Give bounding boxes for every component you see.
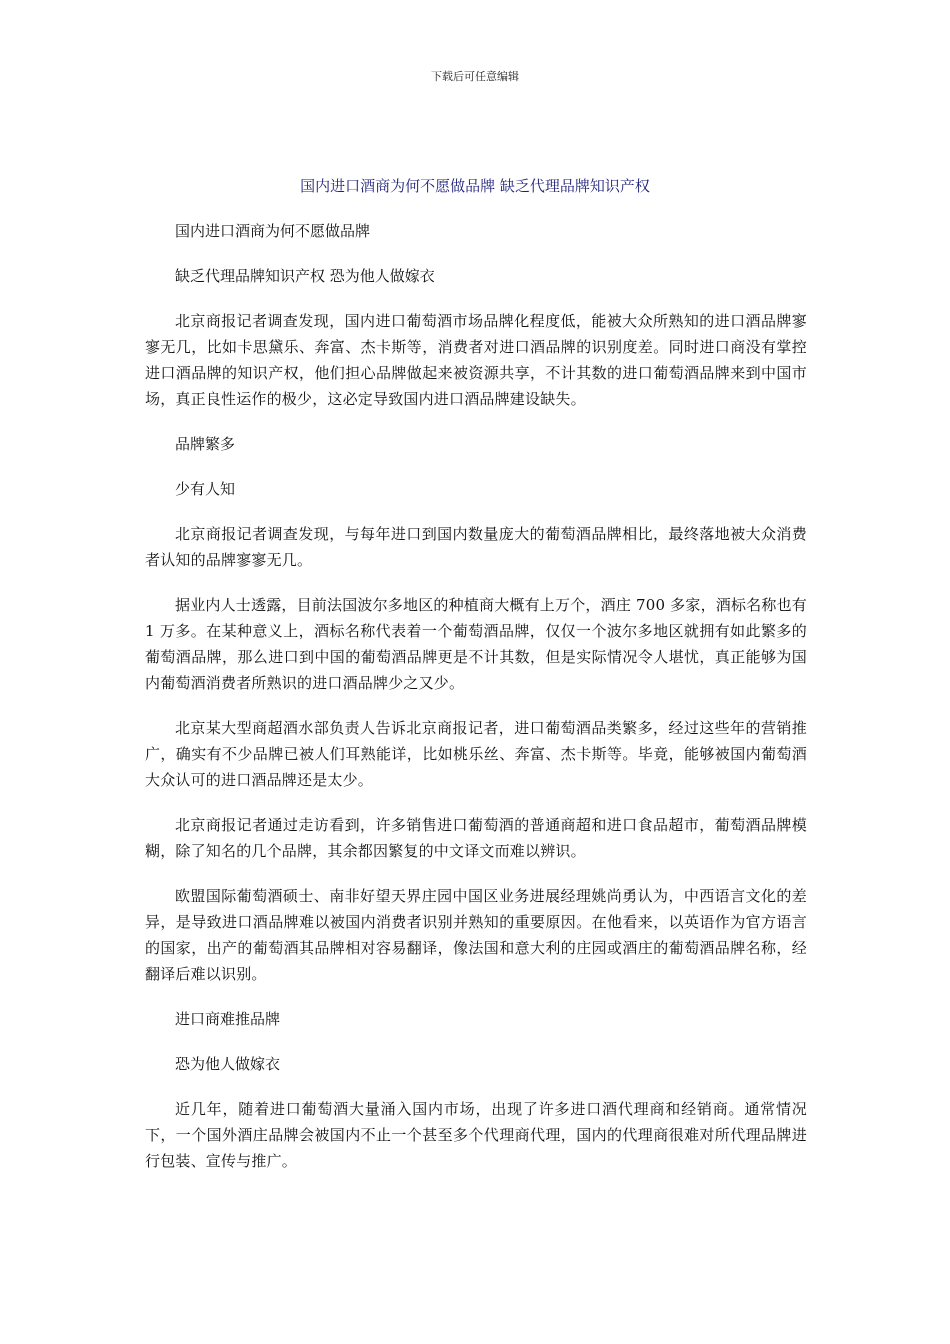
subheading: 恐为他人做嫁衣 xyxy=(175,1055,281,1073)
paragraph: 近几年，随着进口葡萄酒大量涌入国内市场，出现了许多进口酒代理商和经销商。通常情况下，一个国外酒庄品牌会被国内不止一个甚至多个代理商代理，国内的代理商很难对所代理品牌进行包装、宣传与推广。 xyxy=(145,1100,807,1170)
header-note: 下载后可任意编辑 xyxy=(431,70,519,83)
subheading: 缺乏代理品牌知识产权 恐为他人做嫁衣 xyxy=(175,267,435,285)
subheading: 进口商难推品牌 xyxy=(175,1010,281,1028)
paragraph: 欧盟国际葡萄酒硕士、南非好望天界庄园中国区业务进展经理姚尚勇认为，中西语言文化的差异，是导致进口酒品牌难以被国内消费者识别并熟知的重要原因。在他看来，以英语作为官方语言的国家，出产的葡萄酒其品牌相对容易翻译，像法国和意大利的庄园或酒庄的葡萄酒品牌名称，经翻译后难以识别。 xyxy=(145,887,807,983)
document-body xyxy=(145,218,807,1193)
document-title: 国内进口酒商为何不愿做品牌 缺乏代理品牌知识产权 xyxy=(300,177,650,195)
subheading: 少有人知 xyxy=(175,480,236,498)
paragraph: 北京商报记者调查发现，与每年进口到国内数量庞大的葡萄酒品牌相比，最终落地被大众消费者认知的品牌寥寥无几。 xyxy=(145,525,807,569)
paragraph: 据业内人士透露，目前法国波尔多地区的种植商大概有上万个，酒庄 700 多家，酒标名称也有 1 万多。在某种意义上，酒标名称代表着一个葡萄酒品牌，仅仅一个波尔多地区就拥有如此繁多的葡萄酒品牌，那么进口到中国的葡萄酒品牌更是不计其数，但是实际情况令人堪忧，真正能够为国内葡萄酒消费者所熟识的进口酒品牌少之又少。 xyxy=(145,596,807,692)
paragraph: 北京商报记者调查发现，国内进口葡萄酒市场品牌化程度低，能被大众所熟知的进口酒品牌寥寥无几，比如卡思黛乐、奔富、杰卡斯等，消费者对进口酒品牌的识别度差。同时进口商没有掌控进口酒品牌的知识产权，他们担心品牌做起来被资源共享，不计其数的进口葡萄酒品牌来到中国市场，真正良性运作的极少，这必定导致国内进口酒品牌建设缺失。 xyxy=(145,312,807,408)
paragraph: 北京某大型商超酒水部负责人告诉北京商报记者，进口葡萄酒品类繁多，经过这些年的营销推广，确实有不少品牌已被人们耳熟能详，比如桃乐丝、奔富、杰卡斯等。毕竟，能够被国内葡萄酒大众认可的进口酒品牌还是太少。 xyxy=(145,719,807,789)
subheading: 品牌繁多 xyxy=(175,435,236,453)
subheading: 国内进口酒商为何不愿做品牌 xyxy=(175,222,371,240)
paragraph: 北京商报记者通过走访看到，许多销售进口葡萄酒的普通商超和进口食品超市，葡萄酒品牌模糊，除了知名的几个品牌，其余都因繁复的中文译文而难以辨识。 xyxy=(145,816,807,860)
